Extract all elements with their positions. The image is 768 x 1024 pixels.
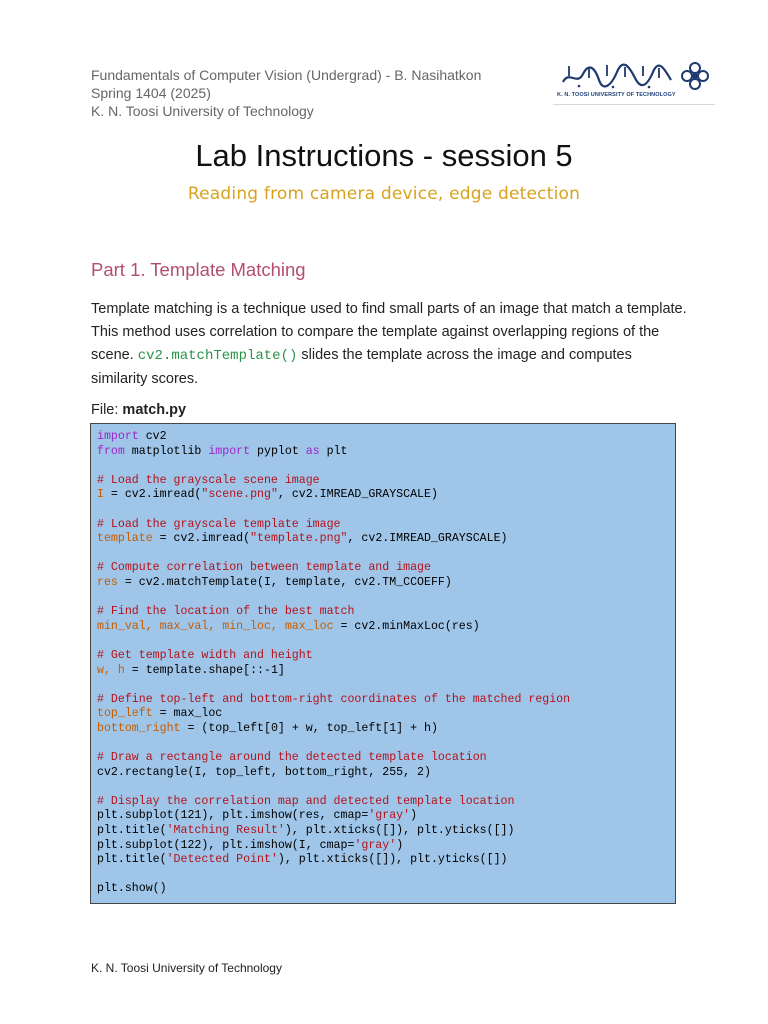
code-token: ) bbox=[396, 838, 404, 852]
code-token: ), plt.xticks([]), plt.yticks([]) bbox=[277, 853, 508, 867]
code-line bbox=[97, 649, 675, 664]
code-line bbox=[97, 488, 675, 503]
code-token: template bbox=[97, 532, 153, 546]
code-token: # Load the grayscale template image bbox=[97, 517, 341, 531]
code-token: I bbox=[97, 488, 104, 502]
code-token: w, h bbox=[97, 663, 125, 677]
code-block bbox=[90, 423, 676, 904]
code-token: ), plt.xticks([]), plt.yticks([]) bbox=[284, 824, 515, 838]
code-line bbox=[97, 459, 675, 474]
code-line bbox=[97, 766, 675, 781]
intro-paragraph bbox=[91, 298, 691, 391]
code-token: = cv2.matchTemplate(I, template, cv2.TM_CCOEFF) bbox=[117, 575, 452, 589]
code-line bbox=[97, 678, 675, 693]
code-token: bottom_right bbox=[97, 721, 181, 735]
file-label-prefix: File: bbox=[91, 402, 123, 418]
document-header bbox=[91, 66, 481, 120]
course-line: Fundamentals of Computer Vision (Undergrad) - B. Nasihatkon bbox=[91, 67, 482, 83]
section-heading: Part 1. Template Matching bbox=[91, 259, 306, 280]
code-line bbox=[97, 634, 675, 649]
code-token: import bbox=[208, 444, 251, 458]
code-token: = (top_left[0] + w, top_left[1] + h) bbox=[180, 721, 438, 735]
code-token: from bbox=[97, 444, 125, 458]
code-line bbox=[97, 591, 675, 606]
code-token: "template.png" bbox=[250, 532, 348, 546]
code-line bbox=[97, 430, 675, 445]
code-token: 'Detected Point' bbox=[166, 853, 278, 867]
term-line: Spring 1404 (2025) bbox=[91, 85, 211, 101]
code-line bbox=[97, 576, 675, 591]
code-line bbox=[97, 693, 675, 708]
logo-english-text: K. N. TOOSI UNIVERSITY OF TECHNOLOGY bbox=[557, 92, 676, 98]
code-line bbox=[97, 547, 675, 562]
code-line bbox=[97, 518, 675, 533]
code-token: = cv2.imread( bbox=[103, 488, 202, 502]
code-token: = cv2.minMaxLoc(res) bbox=[333, 619, 480, 633]
code-line bbox=[97, 561, 675, 576]
code-token: 'gray' bbox=[368, 809, 411, 823]
code-line bbox=[97, 722, 675, 737]
code-line bbox=[97, 853, 675, 868]
paragraph-text-end: slides the template across the image and computes similarity scores. bbox=[91, 347, 632, 387]
code-token: import bbox=[97, 430, 139, 443]
code-token: = max_loc bbox=[152, 707, 223, 721]
code-token: ) bbox=[410, 809, 418, 823]
code-token: plt.subplot(121), plt.imshow(res, cmap= bbox=[97, 809, 369, 823]
code-token: # Compute correlation between template and image bbox=[97, 561, 431, 575]
page-title: Lab Instructions - session 5 bbox=[195, 138, 573, 173]
code-token: plt.title( bbox=[97, 853, 167, 867]
paragraph-text-start: Template matching is a technique used to find small parts of an image that match a template. This method uses correlation to compare the template against overlapping regions of the scene. bbox=[91, 301, 687, 363]
code-line bbox=[97, 780, 675, 795]
code-token: # Draw a rectangle around the detected template location bbox=[97, 751, 487, 765]
code-line bbox=[97, 503, 675, 518]
code-token: plt.show() bbox=[97, 882, 167, 896]
inline-code: cv2.matchTemplate() bbox=[137, 348, 298, 364]
file-name: match.py bbox=[122, 402, 187, 418]
code-token: 'Matching Result' bbox=[166, 824, 285, 838]
code-token: = template.shape[::-1] bbox=[124, 663, 285, 677]
code-listing bbox=[97, 430, 675, 897]
university-emblem-icon bbox=[679, 60, 711, 92]
code-line bbox=[97, 445, 675, 460]
code-token: cv2.rectangle(I, top_left, bottom_right, 255, 2) bbox=[97, 765, 431, 779]
code-line bbox=[97, 605, 675, 620]
code-token: plt bbox=[319, 444, 348, 458]
code-token: # Display the correlation map and detected template location bbox=[97, 794, 515, 808]
code-line bbox=[97, 868, 675, 883]
code-token: = cv2.imread( bbox=[152, 532, 251, 546]
code-line bbox=[97, 532, 675, 547]
code-line bbox=[97, 824, 675, 839]
code-line bbox=[97, 474, 675, 489]
page-footer: K. N. Toosi University of Technology bbox=[91, 961, 282, 975]
code-line bbox=[97, 882, 675, 897]
university-logo bbox=[553, 58, 715, 105]
code-line bbox=[97, 795, 675, 810]
code-token: # Find the location of the best match bbox=[97, 605, 355, 619]
code-token: pyplot bbox=[250, 444, 306, 458]
code-line bbox=[97, 809, 675, 824]
code-line bbox=[97, 839, 675, 854]
code-line bbox=[97, 664, 675, 679]
code-token: , cv2.IMREAD_GRAYSCALE) bbox=[347, 532, 508, 546]
university-line: K. N. Toosi University of Technology bbox=[91, 103, 314, 119]
code-token: min_val, max_val, min_loc, max_loc bbox=[97, 619, 334, 633]
code-token: plt.subplot(122), plt.imshow(I, cmap= bbox=[97, 838, 355, 852]
code-token: , cv2.IMREAD_GRAYSCALE) bbox=[277, 488, 438, 502]
persian-calligraphy-logo bbox=[559, 62, 675, 90]
code-token: matplotlib bbox=[124, 444, 209, 458]
code-line bbox=[97, 620, 675, 635]
code-token: 'gray' bbox=[354, 838, 397, 852]
file-label bbox=[91, 402, 186, 418]
code-token: # Load the grayscale scene image bbox=[97, 473, 320, 487]
code-token: "scene.png" bbox=[201, 488, 278, 502]
code-token: res bbox=[97, 575, 118, 589]
code-token: top_left bbox=[97, 707, 153, 721]
page-subtitle: Reading from camera device, edge detection bbox=[187, 184, 581, 204]
code-token: cv2 bbox=[138, 430, 167, 443]
code-token: # Define top-left and bottom-right coordinates of the matched region bbox=[97, 692, 571, 706]
code-token: as bbox=[305, 444, 320, 458]
code-token: # Get template width and height bbox=[97, 648, 313, 662]
code-token: plt.title( bbox=[97, 824, 167, 838]
code-line bbox=[97, 707, 675, 722]
code-line bbox=[97, 736, 675, 751]
code-line bbox=[97, 751, 675, 766]
